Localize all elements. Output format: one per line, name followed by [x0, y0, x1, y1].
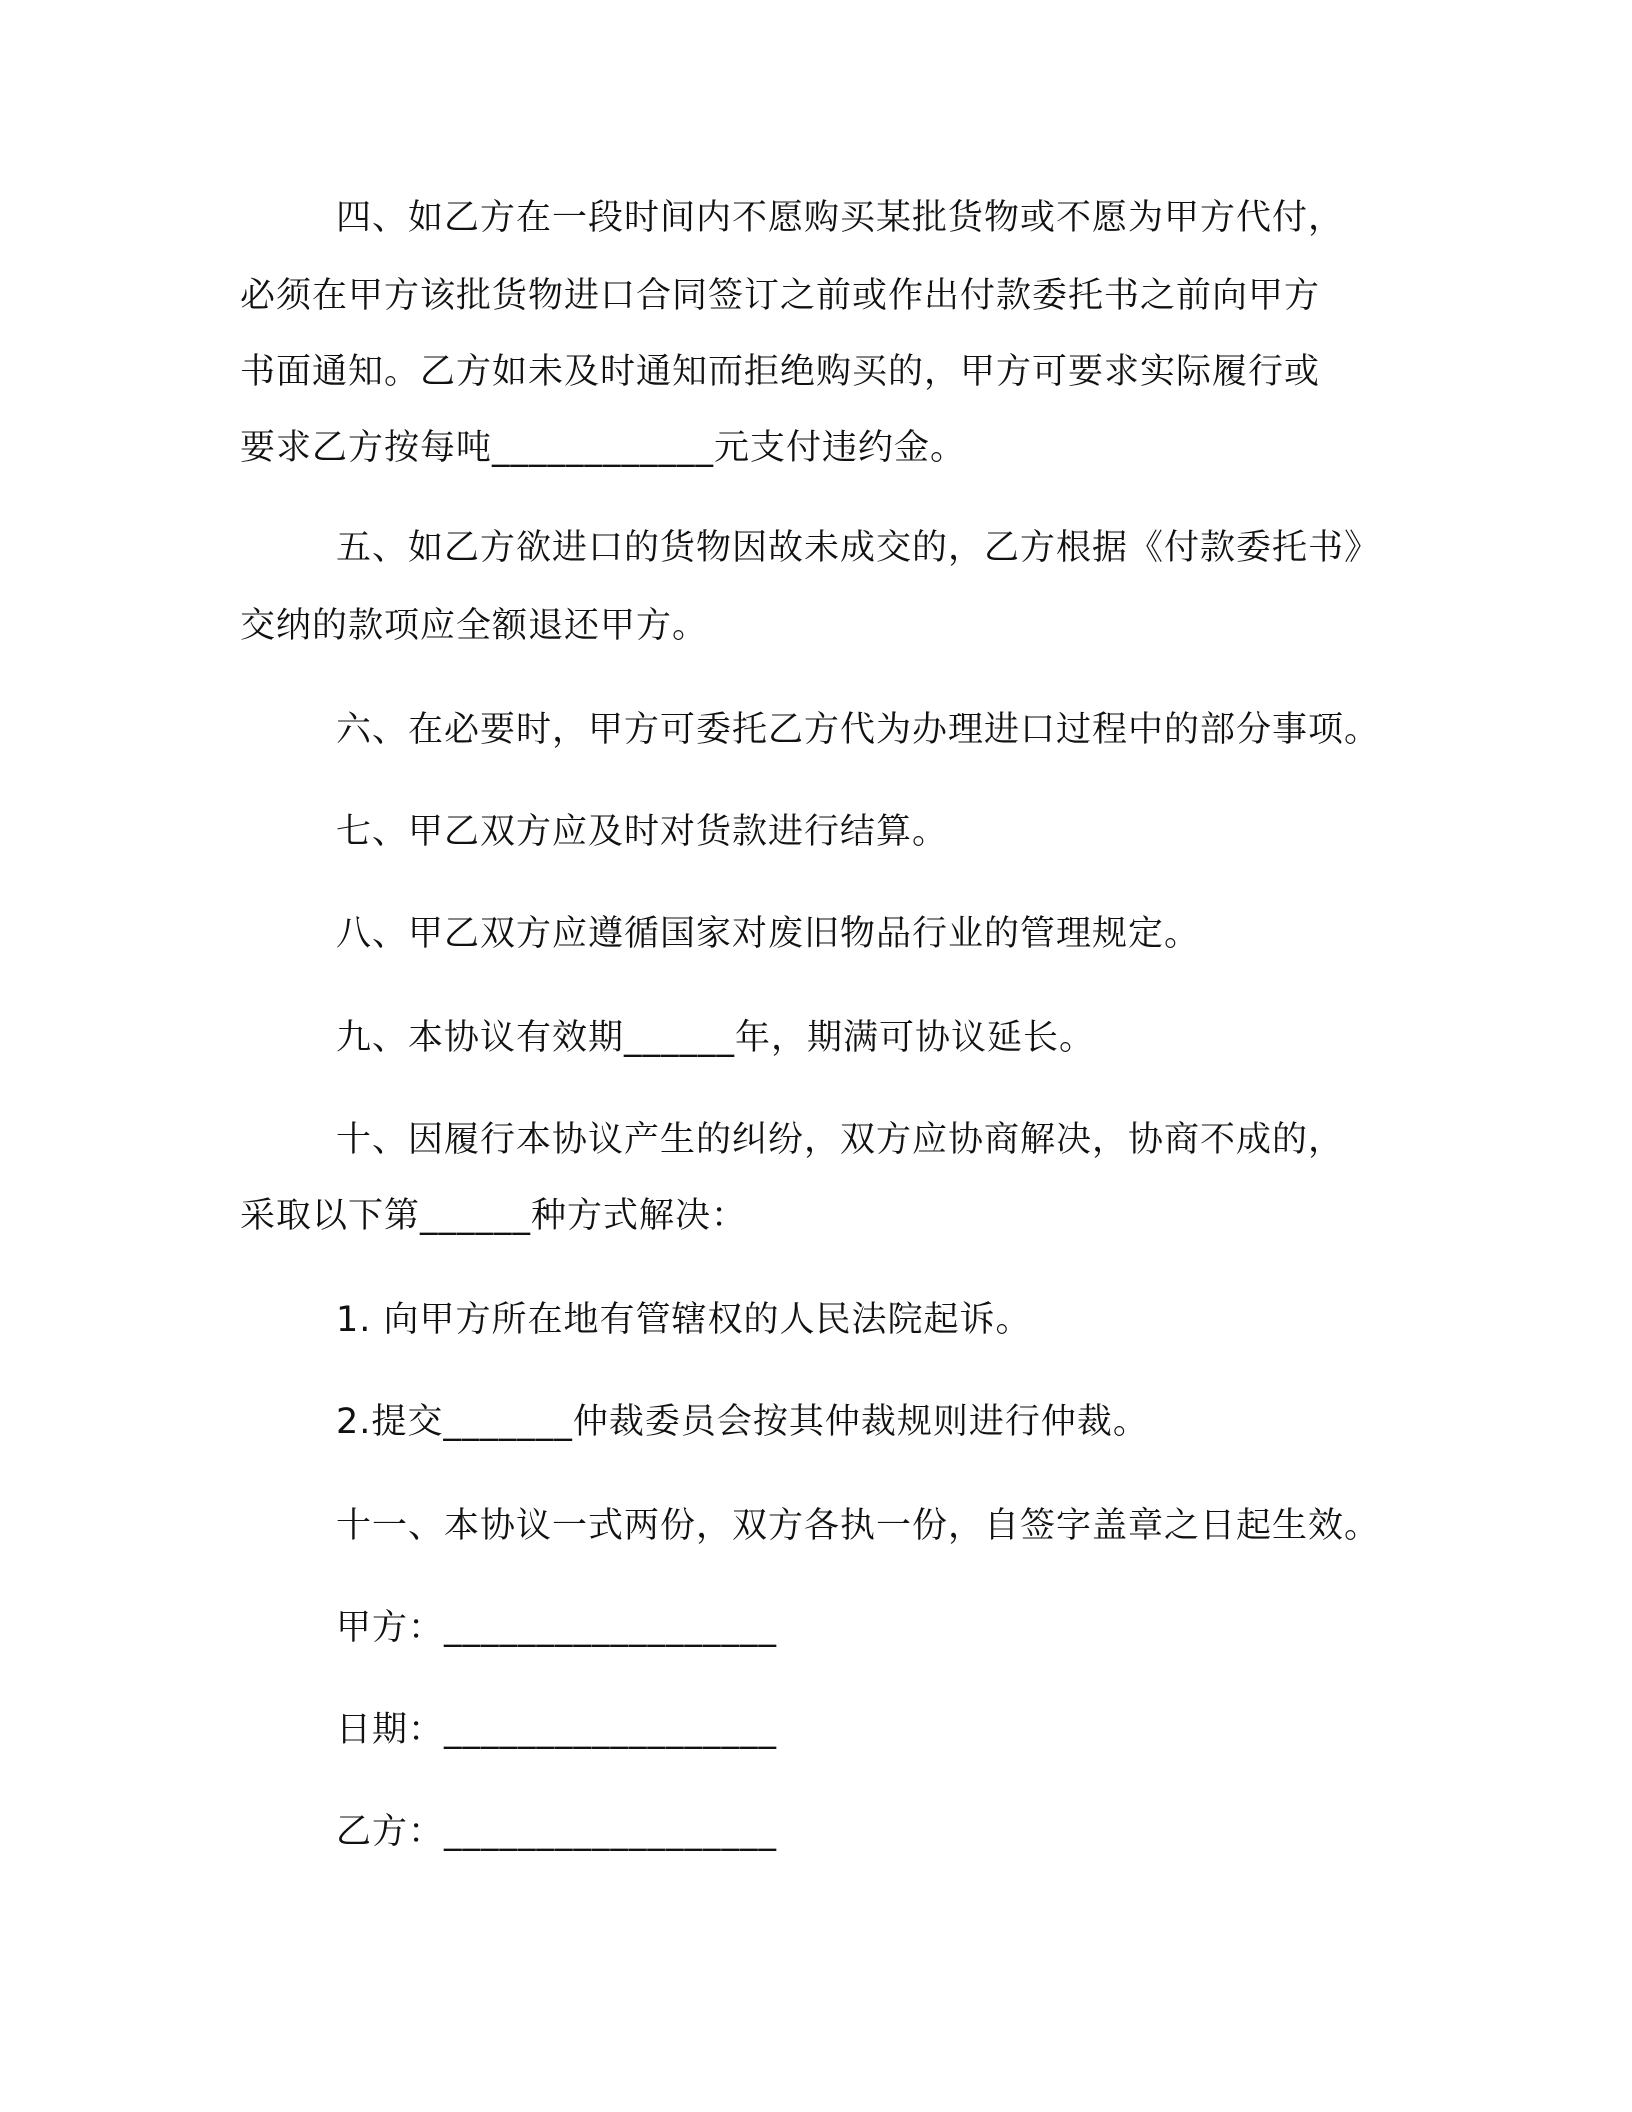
clause-9: 九、本协议有效期______年，期满可协议延长。 — [336, 1018, 1096, 1058]
clause-6: 六、在必要时，甲方可委托乙方代为办理进口过程中的部分事项。 — [336, 710, 1381, 750]
clause-8: 八、甲乙双方应遵循国家对废旧物品行业的管理规定。 — [336, 914, 1201, 954]
date-signature-line: 日期：__________________ — [336, 1710, 778, 1750]
clause-7: 七、甲乙双方应及时对货款进行结算。 — [336, 812, 949, 852]
clause-5-line-1: 五、如乙方欲进口的货物因故未成交的，乙方根据《付款委托书》 — [336, 528, 1381, 568]
clause-4-line-3: 书面通知。乙方如未及时通知而拒绝购买的，甲方可要求实际履行或 — [240, 352, 1321, 392]
clause-4-line-2: 必须在甲方该批货物进口合同签订之前或作出付款委托书之前向甲方 — [240, 276, 1321, 316]
dispute-option-2: 2.提交_______仲裁委员会按其仲裁规则进行仲裁。 — [336, 1402, 1149, 1442]
clause-10-line-2: 采取以下第______种方式解决： — [240, 1196, 748, 1236]
clause-4-line-1: 四、如乙方在一段时间内不愿购买某批货物或不愿为甲方代付， — [336, 198, 1345, 238]
clause-4-line-4: 要求乙方按每吨____________元支付违约金。 — [240, 428, 967, 468]
party-b-signature-line: 乙方：__________________ — [336, 1812, 778, 1852]
dispute-option-1: 1. 向甲方所在地有管辖权的人民法院起诉。 — [336, 1300, 1032, 1340]
clause-10-line-1: 十、因履行本协议产生的纠纷，双方应协商解决，协商不成的， — [336, 1120, 1345, 1160]
clause-5-line-2: 交纳的款项应全额退还甲方。 — [240, 606, 709, 646]
party-a-signature-line: 甲方：__________________ — [336, 1608, 778, 1648]
clause-11: 十一、本协议一式两份，双方各执一份，自签字盖章之日起生效。 — [336, 1506, 1381, 1546]
